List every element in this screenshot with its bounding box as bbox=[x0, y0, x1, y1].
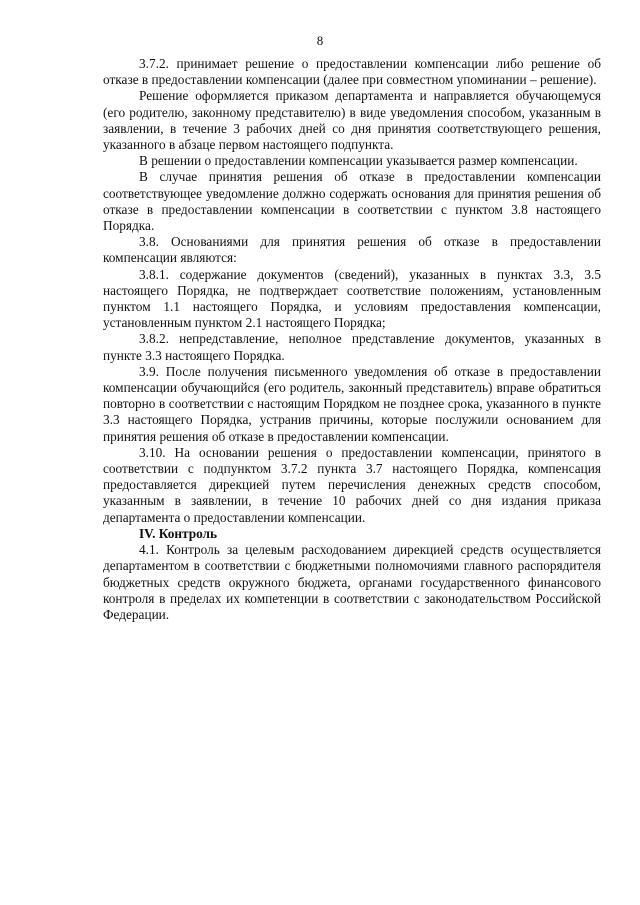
paragraph-3-9: 3.9. После получения письменного уведомления об отказе в предоставлении компенсации обучающийся (его родитель, законный представитель) вправе обратиться повторно в соответствии с настоящим Порядком не позднее срока, указанного в пункте 3.3 настоящего Порядка, устранив причины, которые послужили основанием для принятия решения об отказе в предоставлении компенсации. bbox=[103, 363, 601, 444]
document-body bbox=[103, 56, 601, 623]
paragraph-refusal-notice: В случае принятия решения об отказе в предоставлении компенсации соответствующее уведомление должно содержать основания для принятия решения об отказе в предоставлении компенсации в соответствии с пунктом 3.8 настоящего Порядка. bbox=[103, 169, 601, 234]
paragraph-4-1: 4.1. Контроль за целевым расходованием дирекцией средств осуществляется департаментом в соответствии с бюджетными полномочиями главного распорядителя бюджетных средств окружного бюджета, органами государственного финансового контроля в пределах их компетенции в соответствии с законодательством Российской Федерации. bbox=[103, 542, 601, 622]
page-number: 8 bbox=[316, 33, 324, 48]
paragraph-3-10: 3.10. На основании решения о предоставлении компенсации, принятого в соответствии с подпунктом 3.7.2 пункта 3.7 настоящего Порядка, компенсация предоставляется дирекцией путем перечисления денежных средств способом, указанным в заявлении, в течение 10 рабочих дней со дня издания приказа департамента о предоставлении компенсации. bbox=[103, 444, 601, 525]
paragraph-3-8-2: 3.8.2. непредставление, неполное представление документов, указанных в пункте 3.3 настоящего Порядка. bbox=[103, 331, 601, 363]
paragraph-compensation-amount: В решении о предоставлении компенсации указывается размер компенсации. bbox=[139, 153, 578, 169]
paragraph-3-8-1: 3.8.1. содержание документов (сведений), указанных в пунктах 3.3, 3.5 настоящего Порядка, не подтверждает соответствие положениям, установленным пунктом 1.1 настоящего Порядка, и условиям предоставления компенсации, установленным пунктом 2.1 настоящего Порядка; bbox=[103, 266, 601, 331]
paragraph-3-7-2: 3.7.2. принимает решение о предоставлении компенсации либо решение об отказе в предоставлении компенсации (далее при совместном упоминании – решение). bbox=[103, 56, 601, 88]
section-heading: IV. Контроль bbox=[139, 525, 218, 541]
paragraph-decision-formalization: Решение оформляется приказом департамента и направляется обучающемуся (его родителю, законному представителю) в виде уведомления способом, указанным в заявлении, в течение 3 рабочих дней со дня принятия соответствующего решения, указанного в абзаце первом настоящего подпункта. bbox=[103, 88, 601, 153]
paragraph-3-8: 3.8. Основаниями для принятия решения об отказе в предоставлении компенсации являются: bbox=[103, 234, 601, 266]
